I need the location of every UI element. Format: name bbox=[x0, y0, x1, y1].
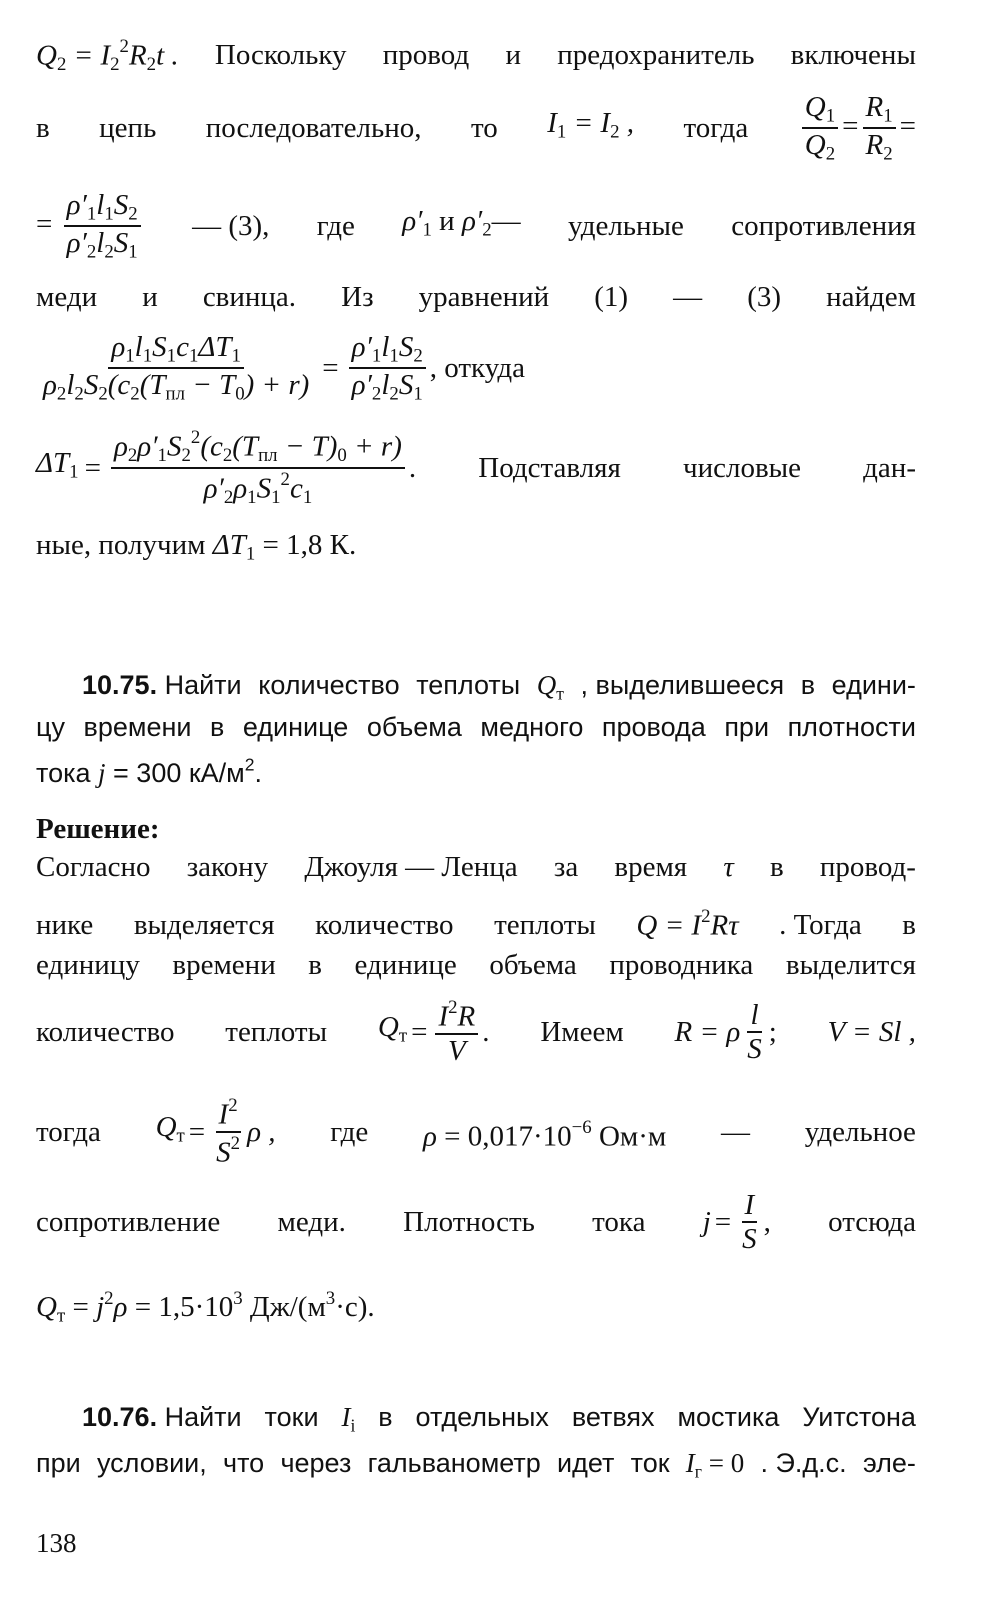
text-line-5: $\frac{\rho_1l_1S_1c_1\Delta T_1}{\rho_2l_2S_2(c_2(T_{пл} - T_0) + r)}$ = $\frac{\rho'_1l_1S_2}{\rho'_2l_2S_1}$ , откуда bbox=[36, 326, 916, 410]
solution-heading: Решение: bbox=[36, 813, 160, 845]
solution-line-6: сопротивление меди. Плотность тока j = $\frac{I}{S}$ , отсюда bbox=[36, 1188, 916, 1255]
formula-rho-value: $\rho = 0,017\cdot 10^{-6}$ Ом·м bbox=[422, 1116, 667, 1153]
formula-ratio: $\frac{Q_1}{Q_2}$ = $\frac{R_1}{R_2}$ = bbox=[798, 92, 916, 165]
formula-delta-t: $\Delta T_1$ = $\frac{\rho_2\rho'_1S_2^2(c_2(T_{пл} - T)_0 + r)}{\rho'_2\rho_1S_1^2c_1}$ . bbox=[36, 427, 417, 508]
formula-v: V = Sl , bbox=[827, 1016, 916, 1048]
problem-number: 10.75. bbox=[82, 670, 158, 700]
text-line-4: меди и свинца. Из уравнений (1) — (3) найдем bbox=[36, 281, 916, 313]
solution-line-1: Согласно закону Джоуля — Ленца за время τ в провод- bbox=[36, 851, 916, 883]
solution-line-7 bbox=[36, 1282, 916, 1334]
problem-10-75-line-3: тока j = 300 $кА/м^2$. bbox=[36, 755, 263, 789]
text-line-3: = $\frac{\rho'_1l_1S_2}{\rho'_2l_2S_1}$ — (3), где $\rho'_1$ и $\rho'_2—$ удельные сопротивления bbox=[36, 188, 916, 263]
formula-qt-rho: $Q_т$ = $\frac{I^2}{S^2}$ ρ , bbox=[155, 1095, 276, 1169]
formula-resistivity-ratio: = $\frac{\rho'_1l_1S_2}{\rho'_2l_2S_1}$ bbox=[36, 190, 145, 263]
formula-result: $Q_т = j^2\rho = 1,5\cdot 10^3$ $Дж/(м^3\cdot с)$. bbox=[36, 1288, 375, 1327]
formula-q2: $Q_2 = I_2^2R_2t$ . bbox=[36, 36, 179, 75]
text-line-1: $Q_2 = I_2^2R_2t$ . Поскольку провод и предохранитель включены bbox=[36, 30, 916, 82]
solution-line-5: тогда $Q_т$ = $\frac{I^2}{S^2}$ ρ , где $\rho = 0,017\cdot 10^{-6}$ Ом·м — удельное bbox=[36, 1095, 916, 1169]
formula-joule-lenz: $Q = I^2R\tau$ bbox=[636, 906, 739, 942]
problem-10-75-line-1: 10.75. Найти количество теплоты $Q_т$ , выделившееся в едини- bbox=[82, 670, 916, 704]
problem-number: 10.76. bbox=[82, 1402, 158, 1432]
solution-line-2: нике выделяется количество теплоты $Q = I^2R\tau$ . Тогда в bbox=[36, 900, 916, 942]
solution-line-4: количество теплоты $Q_т$ = $\frac{I^2R}{V}$ . Имеем R = ρ $\frac{l}{S}$ ; V = Sl , bbox=[36, 996, 916, 1067]
problem-10-76-line-1: 10.76. Найти токи $I_i$ в отдельных ветвях мостика Уитстона bbox=[82, 1402, 916, 1436]
formula-r: R = ρ $\frac{l}{S}$ ; bbox=[674, 998, 777, 1065]
formula-j: j = $\frac{I}{S}$ , bbox=[702, 1188, 771, 1255]
text-line-2: в цепь последовательно, то $I_1 = I_2$ , тогда $\frac{Q_1}{Q_2}$ = $\frac{R_1}{R_2}$ = bbox=[36, 90, 916, 165]
problem-10-76-line-2: при условии, что через гальванометр идет ток $I_г = 0$ . Э.д.с. эле- bbox=[36, 1448, 916, 1482]
formula-energy-balance: $\frac{\rho_1l_1S_1c_1\Delta T_1}{\rho_2l_2S_2(c_2(T_{пл} - T_0) + r)}$ = $\frac{\rho'_1l_1S_2}{\rho'_2l_2S_1}$ bbox=[36, 332, 430, 405]
page-number: 138 bbox=[36, 1528, 77, 1558]
problem-10-75-line-2: цу времени в единице объема медного провода при плотности bbox=[36, 712, 916, 742]
text-line-6: $\Delta T_1$ = $\frac{\rho_2\rho'_1S_2^2(c_2(T_{пл} - T)_0 + r)}{\rho'_2\rho_1S_1^2c_1}$ . Подставляя числовые дан- bbox=[36, 427, 916, 508]
solution-line-3: единицу времени в единице объема проводника выделится bbox=[36, 949, 916, 981]
text-line-7: ные, получим $\Delta T_1 = 1,8$ К. bbox=[36, 529, 357, 565]
formula-qt-def: $Q_т$ = $\frac{I^2R}{V}$ . bbox=[377, 996, 490, 1067]
